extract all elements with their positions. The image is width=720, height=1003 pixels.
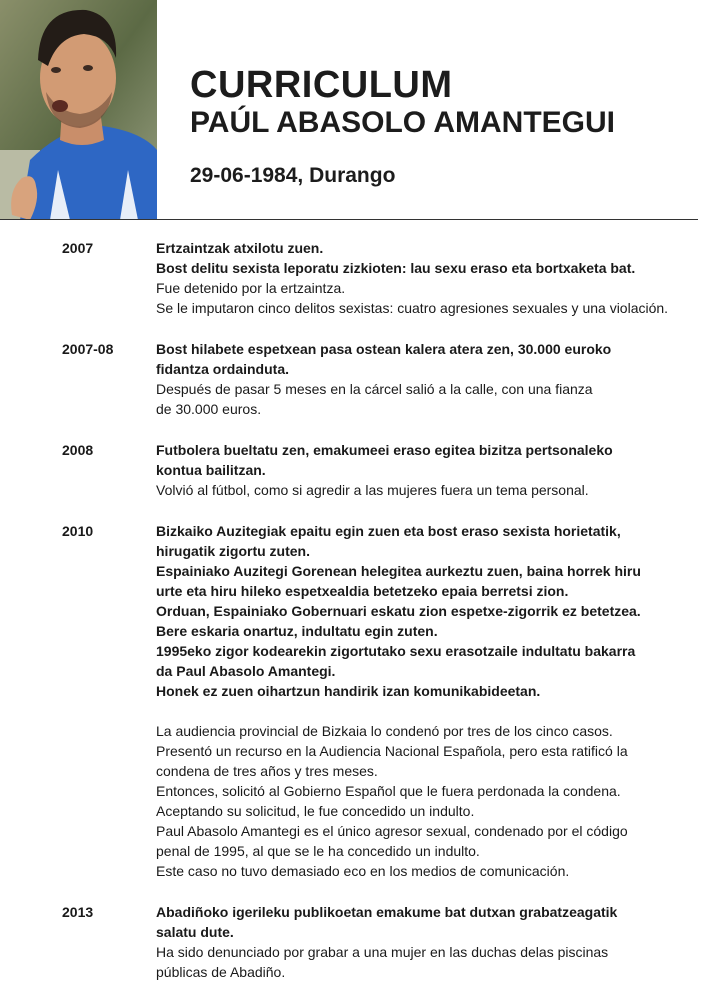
basque-line: Honek ez zuen oihartzun handirik izan komunikabideetan. (156, 683, 541, 699)
spanish-line: Después de pasar 5 meses en la cárcel salió a la calle, con una fianza (156, 381, 593, 397)
basque-line: Abadiñoko igerileku publikoetan emakume bat dutxan grabatzeagatik (156, 904, 618, 920)
basque-line: Bere eskaria onartuz, indultatu egin zuten. (156, 623, 438, 639)
basque-line: Bost hilabete espetxean pasa ostean kalera atera zen, 30.000 euroko (156, 341, 612, 357)
timeline-entry-2010 (0, 521, 720, 881)
birth-date-place: 29-06-1984, Durango (190, 164, 396, 187)
basque-line: Espainiako Auzitegi Gorenean helegitea aurkeztu zuen, baina horrek hiru (156, 563, 641, 579)
basque-line: Orduan, Espainiako Gobernuari eskatu zion espetxe-zigorrik ez betetzea. (156, 603, 641, 619)
spanish-line: Este caso no tuvo demasiado eco en los medios de comunicación. (156, 863, 570, 879)
basque-line: urte eta hiru hileko espetxealdia betetzeko epaia berretsi zion. (156, 583, 569, 599)
entry-text (156, 238, 686, 318)
timeline-entry-2008 (0, 440, 720, 500)
entry-text (156, 521, 686, 881)
spanish-line: Fue detenido por la ertzaintza. (156, 280, 346, 296)
spanish-line: públicas de Abadiño. (156, 964, 286, 980)
header-divider (0, 219, 698, 220)
basque-line: Bost delitu sexista leporatu zizkioten: lau sexu eraso eta bortxaketa bat. (156, 260, 636, 276)
spanish-line: Paul Abasolo Amantegi es el único agresor sexual, condenado por el código (156, 823, 628, 839)
basque-line: salatu dute. (156, 924, 234, 940)
basque-line: Ertzaintzak atxilotu zuen. (156, 240, 324, 256)
spanish-line: penal de 1995, al que se le ha concedido un indulto. (156, 843, 480, 859)
spanish-line: condena de tres años y tres meses. (156, 763, 378, 779)
page-title: CURRICULUM (190, 64, 453, 106)
timeline (0, 238, 720, 1003)
spanish-line: Presentó un recurso en la Audiencia Nacional Española, pero esta ratificó la (156, 743, 628, 759)
basque-line: fidantza ordainduta. (156, 361, 289, 377)
basque-line: Futbolera bueltatu zen, emakumeei eraso egitea bizitza pertsonaleko (156, 442, 613, 458)
spanish-line: La audiencia provincial de Bizkaia lo condenó por tres de los cinco casos. (156, 723, 613, 739)
timeline-entry-2013 (0, 902, 720, 982)
entry-text (156, 339, 686, 419)
entry-text (156, 440, 686, 500)
spanish-line: Entonces, solicitó al Gobierno Español que le fuera perdonada la condena. (156, 783, 621, 799)
basque-line: kontua bailitzan. (156, 462, 266, 478)
entry-year: 2008 (62, 442, 94, 458)
title-block (190, 66, 615, 188)
timeline-entry-2007-08 (0, 339, 720, 419)
timeline-entry-2007 (0, 238, 720, 318)
entry-year: 2010 (62, 523, 94, 539)
entry-text (156, 902, 686, 982)
portrait-photo (0, 0, 157, 220)
spanish-line: Ha sido denunciado por grabar a una mujer en las duchas delas piscinas (156, 944, 609, 960)
spanish-line: de 30.000 euros. (156, 401, 262, 417)
person-name: PAÚL ABASOLO AMANTEGUI (190, 106, 615, 139)
paragraph-gap (156, 701, 686, 721)
spanish-line: Se le imputaron cinco delitos sexistas: cuatro agresiones sexuales y una violación. (156, 300, 669, 316)
basque-line: da Paul Abasolo Amantegi. (156, 663, 336, 679)
entry-year: 2007 (62, 240, 94, 256)
entry-year: 2013 (62, 904, 94, 920)
basque-line: hirugatik zigortu zuten. (156, 543, 310, 559)
basque-line: Bizkaiko Auzitegiak epaitu egin zuen eta bost eraso sexista horietatik, (156, 523, 621, 539)
spanish-line: Volvió al fútbol, como si agredir a las mujeres fuera un tema personal. (156, 482, 589, 498)
basque-line: 1995eko zigor kodearekin zigortutako sexu erasotzaile indultatu bakarra (156, 643, 636, 659)
entry-year: 2007-08 (62, 341, 114, 357)
spanish-line: Aceptando su solicitud, le fue concedido un indulto. (156, 803, 475, 819)
